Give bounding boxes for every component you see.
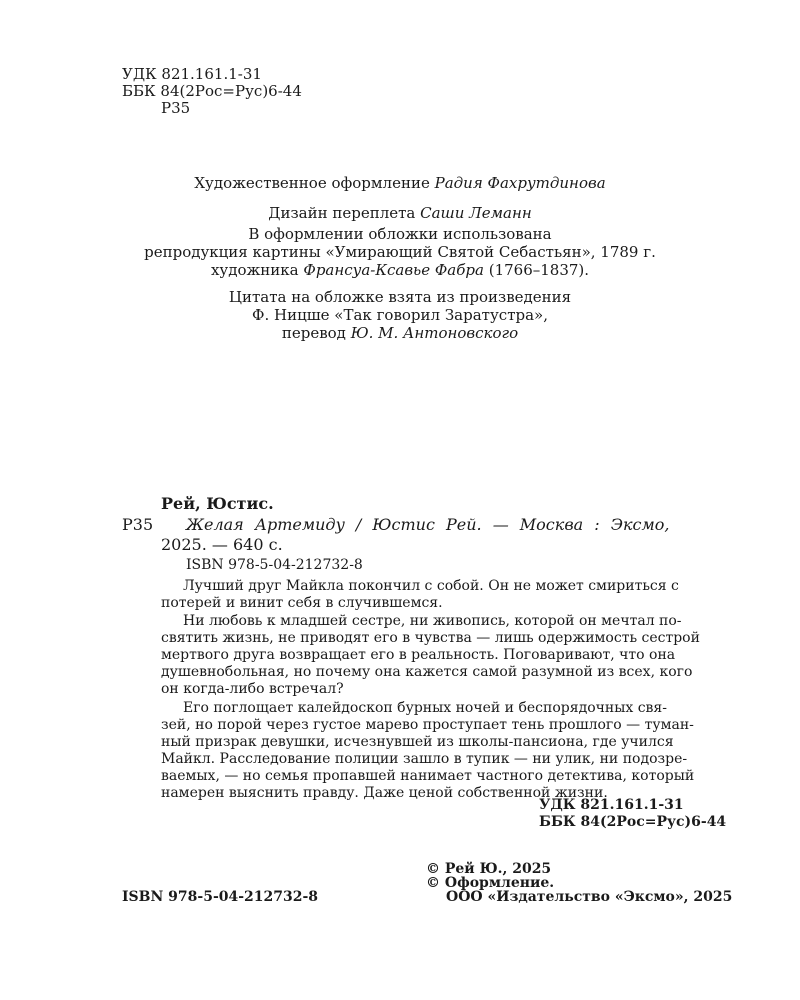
catalog-title-line-1: Желая Артемиду / Юстис Рей. — Москва : Эксмо,	[186, 515, 670, 534]
publisher-copyright: ООО «Издательство «Эксмо», 2025	[446, 889, 733, 905]
catalog-mark: Р35	[122, 515, 154, 534]
art-design-label: Художественное оформление	[194, 174, 435, 192]
annotation-line: Его поглощает калейдоскоп бурных ночей и беспорядочных свя-	[183, 700, 667, 716]
quote-note-line-3: перевод Ю. М. Антоновского	[281, 324, 519, 342]
annotation-line: Лучший друг Майкла покончил с собой. Он не может смириться с	[183, 578, 679, 594]
annotation-line: ваемых, — но семья пропавшей нанимает частного детектива, который	[161, 768, 695, 784]
binding-design-credit	[0, 204, 800, 222]
author-mark: Р35	[161, 99, 191, 117]
translator-name: Ю. М. Антоновского	[350, 324, 519, 342]
catalog-title-line-2: 2025. — 640 с.	[161, 535, 283, 554]
annotation-line: зей, но порой через густое марево проступает тень прошлого — туман-	[161, 717, 694, 733]
copyright-design: © Оформление.	[426, 875, 555, 891]
art-design-credit	[0, 174, 800, 192]
cover-note-line-3: художника Франсуа-Ксавье Фабра (1766–1837).	[210, 261, 590, 279]
annotation-line: потерей и винит себя в случившемся.	[161, 595, 443, 611]
catalog-bbk: ББК 84(2Рос=Рус)6-44	[539, 814, 727, 830]
painter-name: Франсуа-Ксавье Фабра	[303, 261, 484, 279]
art-designer-name: Радия Фахрутдинова	[434, 174, 606, 192]
bbk-code: ББК 84(2Рос=Рус)6-44	[122, 82, 302, 100]
annotation-line: святить жизнь, не приводят его в чувства — лишь одержимость сестрой	[161, 630, 700, 646]
quote-note-line-2: Ф. Ницше «Так говорил Заратустра»,	[252, 306, 548, 324]
footer-isbn: ISBN 978-5-04-212732-8	[122, 889, 319, 905]
udk-code: УДК 821.161.1-31	[122, 65, 262, 83]
copyright-author: © Рей Ю., 2025	[426, 861, 552, 877]
annotation-line: он когда-либо встречал?	[161, 681, 344, 697]
annotation-line: ный призрак девушки, исчезнувшей из школы-пансиона, где учился	[161, 734, 674, 750]
binding-designer-name: Саши Леманн	[420, 204, 532, 222]
catalog-author-heading: Рей, Юстис.	[161, 494, 274, 513]
annotation-line: намерен выяснить правду. Даже ценой собственной жизни.	[161, 785, 608, 801]
quote-note-line-1: Цитата на обложке взята из произведения	[228, 288, 572, 306]
annotation-line: душевнобольная, но почему она кажется самой разумной из всех, кого	[161, 664, 693, 680]
catalog-udk: УДК 821.161.1-31	[539, 797, 684, 813]
annotation-line: Майкл. Расследование полиции зашло в тупик — ни улик, ни подозре-	[161, 751, 688, 767]
annotation-line: мертвого друга возвращает его в реальность. Поговаривают, что она	[161, 647, 676, 663]
binding-design-label: Дизайн переплета	[268, 204, 421, 222]
catalog-isbn: ISBN 978-5-04-212732-8	[186, 557, 363, 573]
annotation-paragraph-3	[161, 700, 721, 802]
annotation-paragraph-2	[161, 613, 721, 698]
annotation-line: Ни любовь к младшей сестре, ни живопись, которой он мечтал по-	[183, 613, 682, 629]
cover-note-line-2: репродукция картины «Умирающий Святой Себастьян», 1789 г.	[144, 243, 656, 261]
cover-note-line-1: В оформлении обложки использована	[248, 225, 552, 243]
annotation-paragraph-1	[161, 578, 721, 612]
